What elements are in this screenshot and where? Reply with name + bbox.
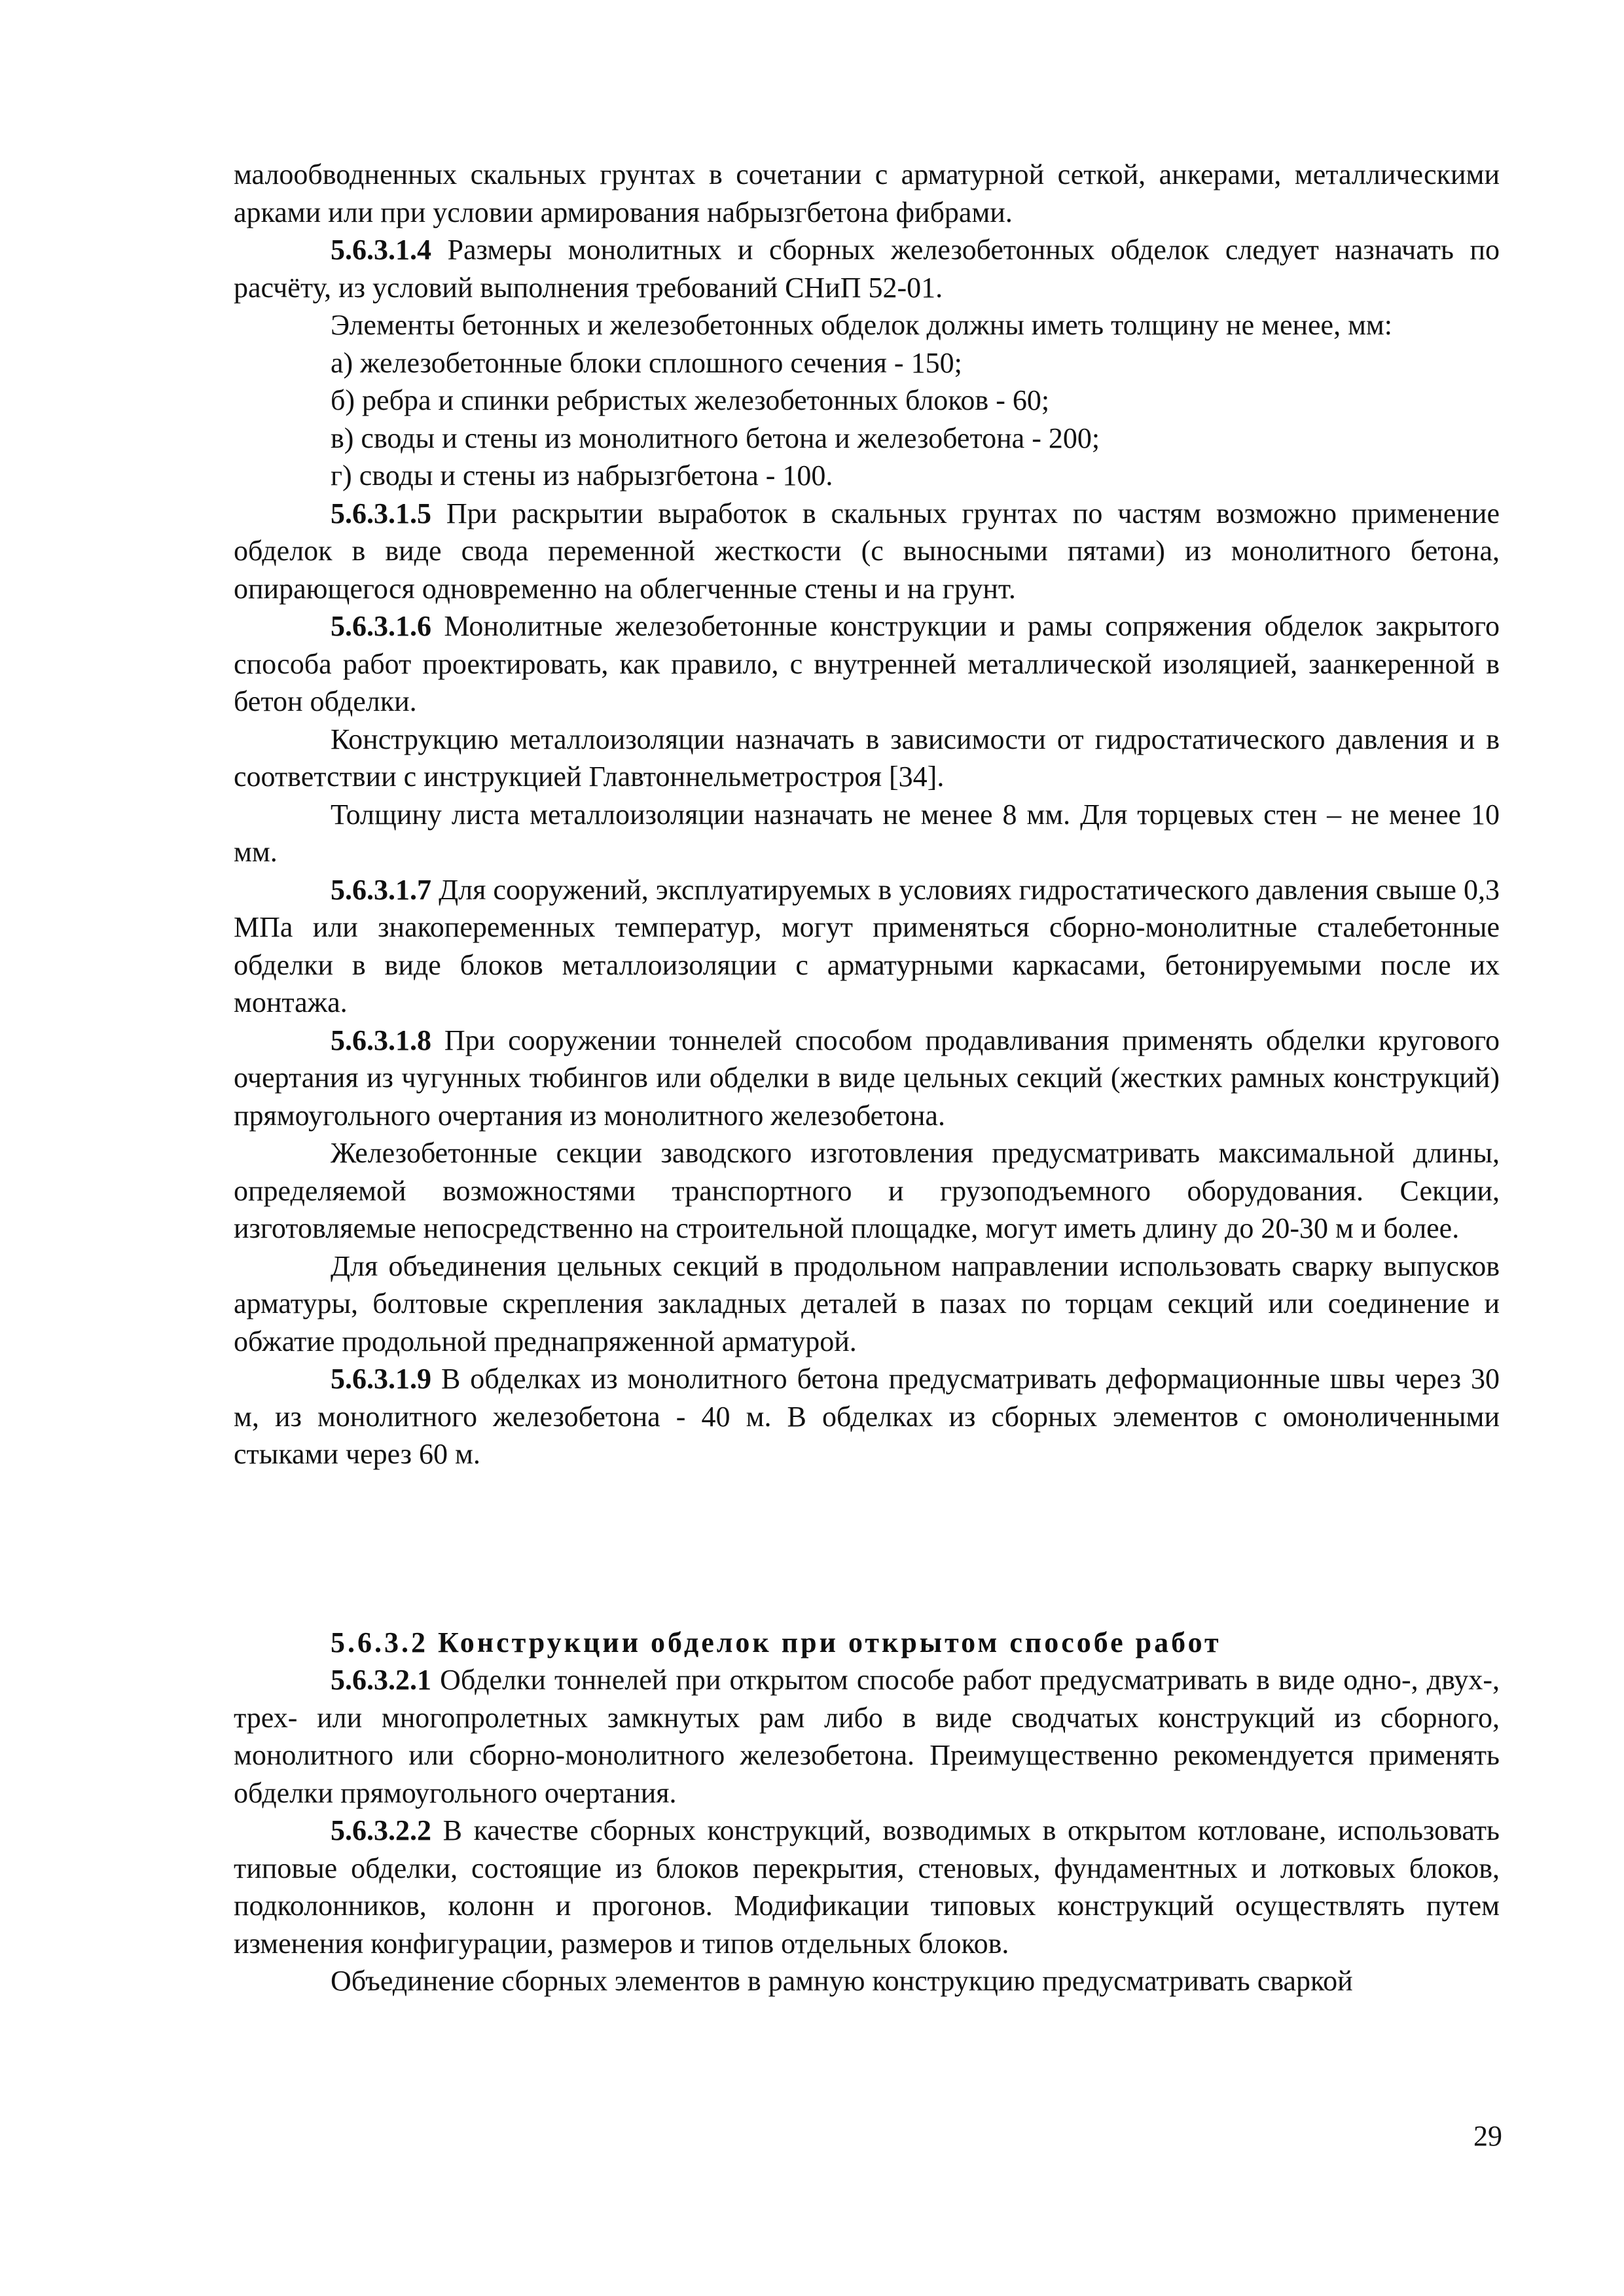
page-number: 29	[1473, 2120, 1502, 2152]
clause-text: Размеры монолитных и сборных железобетонных обделок следует назначать по расчёту, из условий выполнения требований СНиП 52-01.	[234, 234, 1500, 304]
clause-paragraph	[234, 871, 1500, 1022]
clause-text: При раскрытии выработок в скальных грунтах по частям возможно применение обделок в виде свода переменной жесткости (с выносными пятами) из монолитного бетона, опирающегося одновременно на облегченные стены и на грунт.	[234, 497, 1500, 605]
clause-paragraph	[234, 607, 1500, 721]
list-item: в) своды и стены из монолитного бетона и железобетона - 200;	[331, 422, 1100, 454]
clause-number: 5.6.3.1.7	[331, 873, 431, 906]
section-spacer	[234, 1473, 1500, 1624]
paragraph: Толщину листа металлоизоляции назначать не менее 8 мм. Для торцевых стен – не менее 10 мм.	[234, 798, 1500, 868]
paragraph: Для объединения цельных секций в продольном направлении использовать сварку выпусков арматуры, болтовые скрепления закладных деталей в пазах по торцам секций или соединение и обжатие продольной преднапряженной арматурой.	[234, 1249, 1500, 1357]
clause-number: 5.6.3.1.4	[331, 234, 431, 266]
clause-paragraph	[234, 1661, 1500, 1812]
clause-text: В качестве сборных конструкций, возводимых в открытом котловане, использовать типовые обделки, состоящие из блоков перекрытия, стеновых, фундаментных и лотковых блоков, подколонников, колонн и прогонов. Модификации типовых конструкций осуществлять путем изменения конфигурации, размеров и типов отдельных блоков.	[234, 1814, 1500, 1960]
section-heading: 5.6.3.2 Конструкции обделок при открытом способе работ	[331, 1626, 1221, 1659]
paragraph-continuation: малообводненных скальных грунтах в сочетании с арматурной сеткой, анкерами, металлическими арками или при условии армирования набрызгбетона фибрами.	[234, 158, 1500, 228]
list-item: а) железобетонные блоки сплошного сечения - 150;	[331, 346, 962, 379]
clause-text: Монолитные железобетонные конструкции и рамы сопряжения обделок закрытого способа работ проектировать, как правило, с внутренней металлической изоляцией, заанкеренной в бетон обделки.	[234, 610, 1500, 717]
clause-text: В обделках из монолитного бетона предусматривать деформационные швы через 30 м, из монолитного железобетона - 40 м. В обделках из сборных элементов с омоноличенными стыками через 60 м.	[234, 1363, 1500, 1470]
clause-text: При сооружении тоннелей способом продавливания применять обделки кругового очертания из чугунных тюбингов или обделки в виде цельных секций (жестких рамных конструкций) прямоугольного очертания из монолитного железобетона.	[234, 1024, 1500, 1132]
clause-text: Обделки тоннелей при открытом способе работ предусматривать в виде одно-, двух-, трех- или многопролетных замкнутых рам либо в виде сводчатых конструкций из сборного, монолитного или сборно-монолитного железобетона. Преимущественно рекомендуется применять обделки прямоугольного очертания.	[234, 1664, 1500, 1809]
clause-paragraph	[234, 1812, 1500, 1962]
body-text	[234, 156, 1500, 2000]
clause-number: 5.6.3.2.2	[331, 1814, 431, 1846]
list-item: г) своды и стены из набрызгбетона - 100.	[331, 459, 833, 492]
paragraph: Конструкцию металлоизоляции назначать в зависимости от гидростатического давления и в соответствии с инструкцией Главтоннельметростроя [34].	[234, 723, 1500, 793]
paragraph: Железобетонные секции заводского изготовления предусматривать максимальной длины, определяемой возможностями транспортного и грузоподъемного оборудования. Секции, изготовляемые непосредственно на строительной площадке, могут иметь длину до 20-30 м и более.	[234, 1137, 1500, 1244]
list-item: б) ребра и спинки ребристых железобетонных блоков - 60;	[331, 384, 1050, 416]
paragraph: Объединение сборных элементов в рамную конструкцию предусматривать сваркой	[331, 1965, 1353, 1997]
clause-paragraph	[234, 231, 1500, 306]
clause-number: 5.6.3.2.1	[331, 1664, 431, 1696]
clause-number: 5.6.3.1.9	[331, 1363, 431, 1395]
paragraph: Элементы бетонных и железобетонных обделок должны иметь толщину не менее, мм:	[331, 309, 1392, 341]
clause-paragraph	[234, 495, 1500, 608]
clause-number: 5.6.3.1.8	[331, 1024, 431, 1056]
clause-number: 5.6.3.1.5	[331, 497, 431, 529]
clause-paragraph	[234, 1360, 1500, 1473]
clause-text: Для сооружений, эксплуатируемых в условиях гидростатического давления свыше 0,3 МПа или знакопеременных температур, могут применяться сборно-монолитные сталебетонные обделки в виде блоков металлоизоляции с арматурными каркасами, бетонируемыми после их монтажа.	[234, 873, 1500, 1018]
clause-paragraph	[234, 1022, 1500, 1135]
clause-number: 5.6.3.1.6	[331, 610, 431, 642]
